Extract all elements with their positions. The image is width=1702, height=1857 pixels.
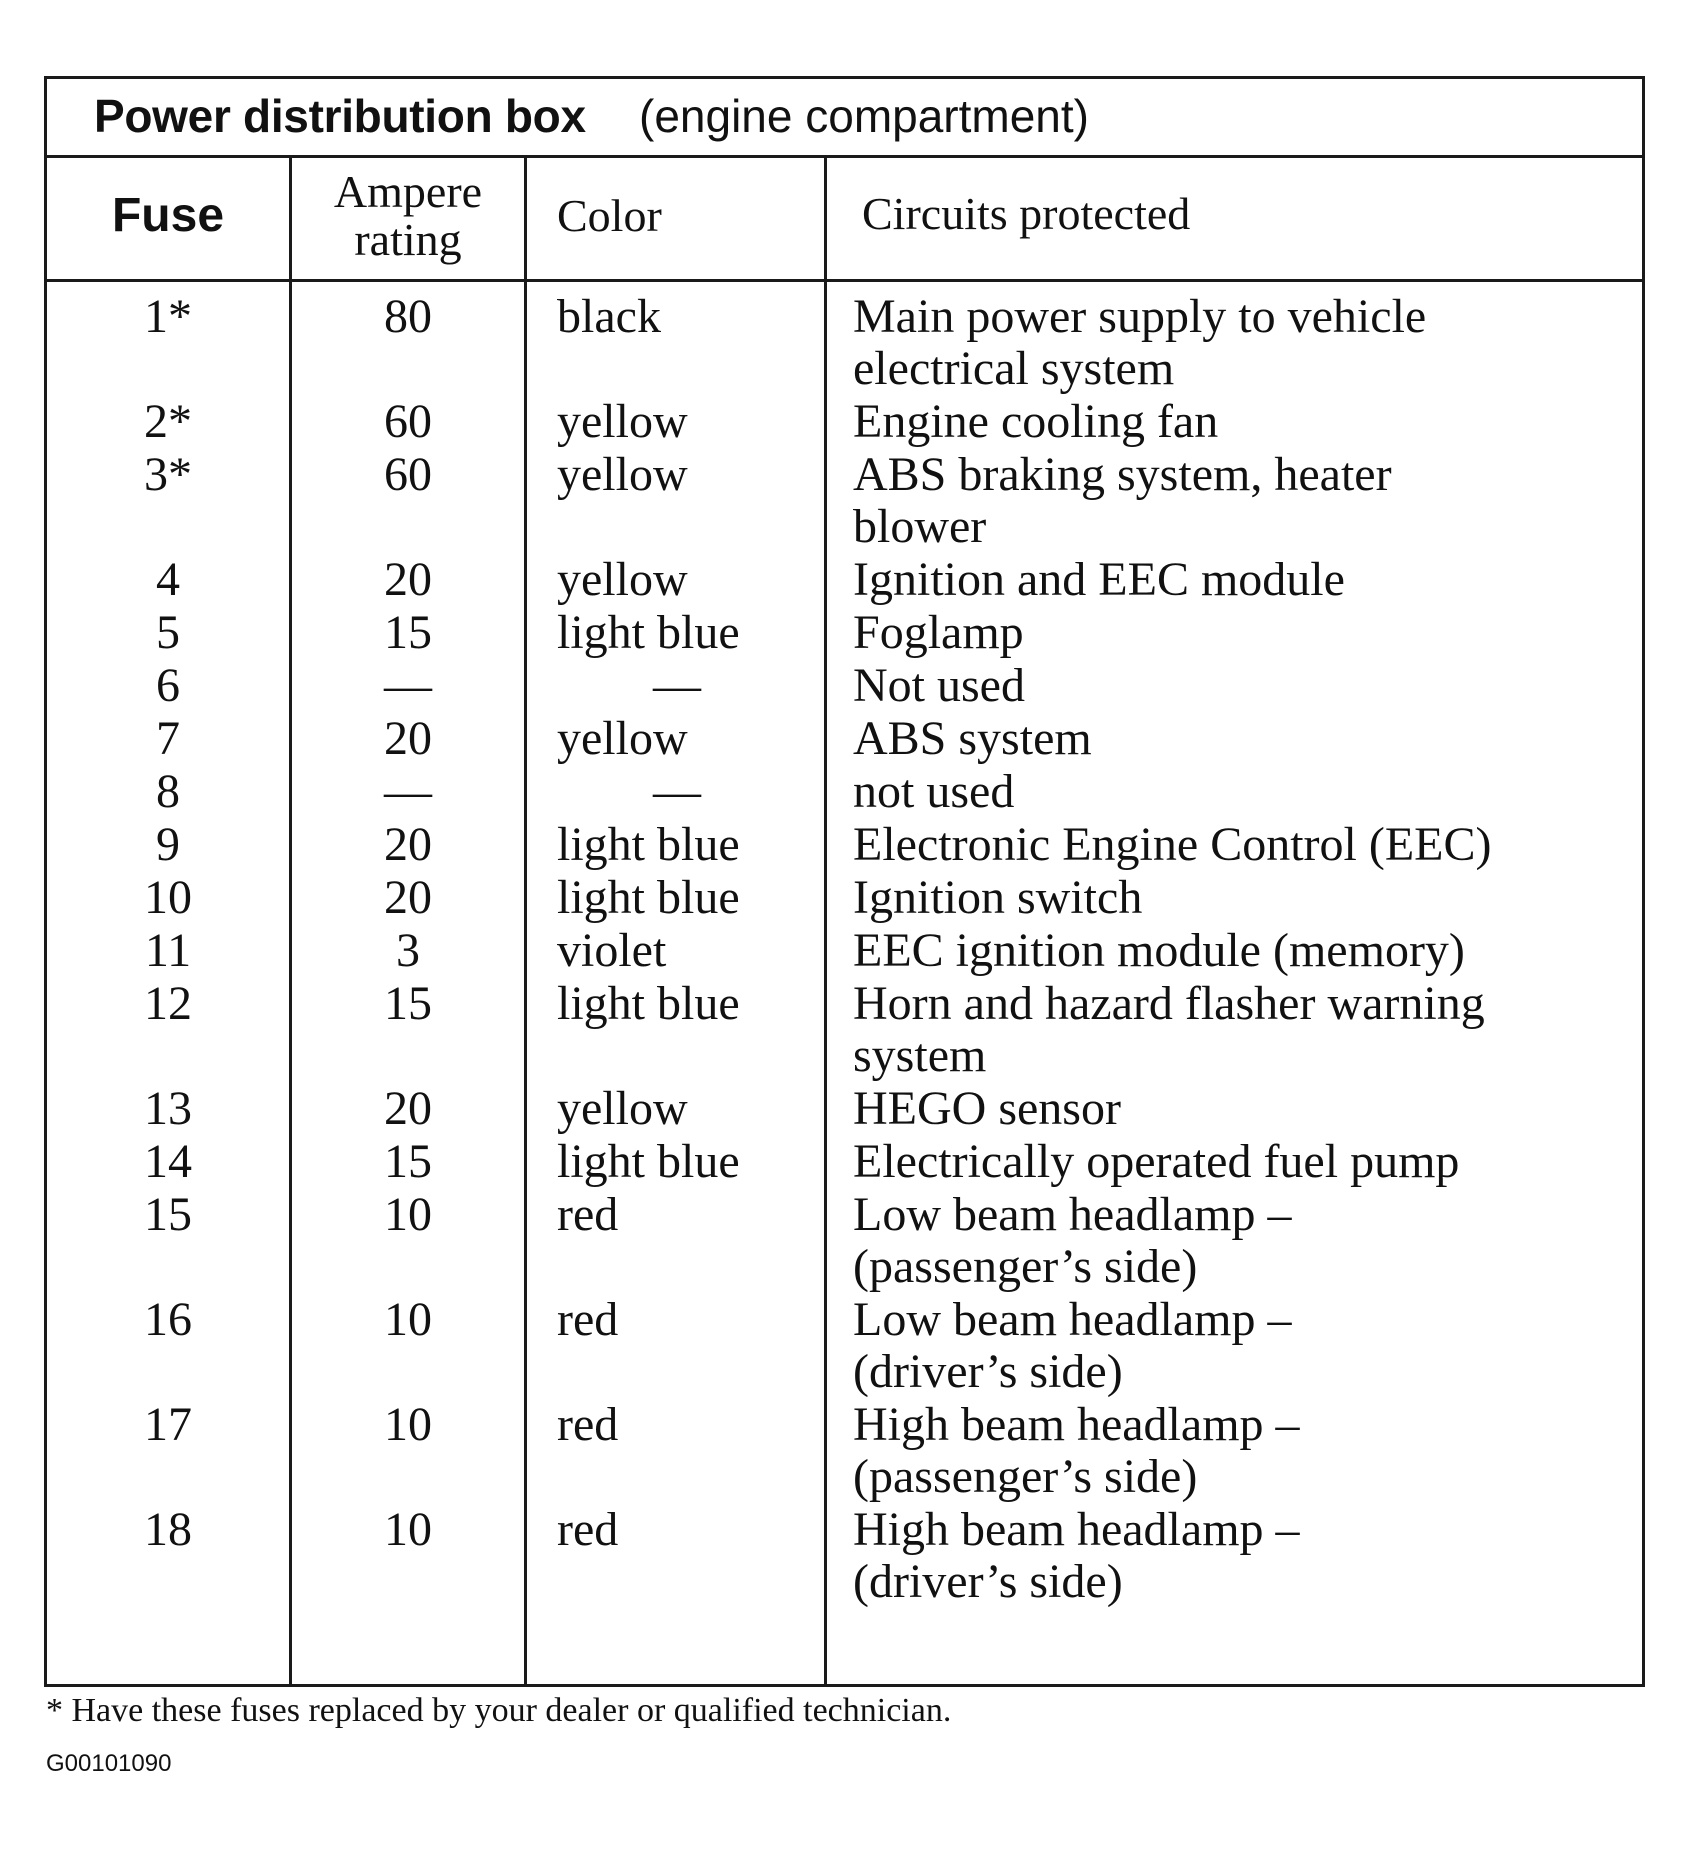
circuit-line: Not used (853, 659, 1025, 712)
fuse-number: 13 (144, 1082, 192, 1135)
circuit-line: Horn and hazard flasher warning (853, 977, 1485, 1030)
fuse-number: 12 (144, 977, 192, 1030)
table-title-bold: Power distribution box (94, 90, 586, 142)
ampere-rating: 20 (384, 1082, 432, 1135)
fuse-color: yellow (557, 712, 688, 765)
fuse-number: 4 (156, 553, 180, 606)
circuits-protected (853, 713, 1643, 765)
fuse-color: violet (557, 924, 667, 977)
fuse-color: light blue (557, 1135, 740, 1188)
fuse-number: 5 (156, 606, 180, 659)
fuse-color: red (557, 1398, 619, 1451)
ampere-rating: 20 (384, 553, 432, 606)
ampere-rating: 10 (384, 1398, 432, 1451)
circuits-protected (853, 1189, 1643, 1293)
circuit-line: (driver’s side) (853, 1555, 1123, 1608)
circuits-protected (853, 607, 1643, 659)
circuit-line: Low beam headlamp – (853, 1293, 1292, 1346)
table-header-row (47, 158, 1642, 282)
fuse-number: 18 (144, 1503, 192, 1556)
circuit-line: system (853, 1029, 987, 1082)
ampere-rating: 15 (384, 1135, 432, 1188)
circuit-line: not used (853, 765, 1015, 818)
circuit-line: EEC ignition module (memory) (853, 924, 1465, 977)
circuits-protected (853, 978, 1643, 1082)
header-fuse: Fuse (111, 189, 225, 242)
circuits-protected (853, 396, 1643, 448)
fuse-number: 7 (156, 712, 180, 765)
fuse-number: 6 (156, 659, 180, 712)
circuit-line: ABS braking system, heater (853, 448, 1392, 501)
circuit-line: Ignition and EEC module (853, 553, 1345, 606)
table-title-bar (47, 79, 1642, 158)
fuse-number: 15 (144, 1188, 192, 1241)
circuit-line: High beam headlamp – (853, 1398, 1300, 1451)
circuit-line: blower (853, 500, 987, 553)
fuse-color: light blue (557, 818, 740, 871)
fuse-number: 17 (144, 1398, 192, 1451)
circuit-line: HEGO sensor (853, 1082, 1121, 1135)
circuit-line: Foglamp (853, 606, 1024, 659)
circuits-protected (853, 819, 1643, 871)
ampere-rating: 3 (396, 924, 420, 977)
circuit-line: Ignition switch (853, 871, 1143, 924)
header-circuits: Circuits protected (862, 188, 1191, 239)
circuits-protected (853, 872, 1643, 924)
fuse-color: light blue (557, 871, 740, 924)
fuse-color: light blue (557, 606, 740, 659)
ampere-rating: 10 (384, 1188, 432, 1241)
header-ampere-line2: rating (354, 214, 462, 265)
circuits-protected (853, 1136, 1643, 1188)
ampere-rating: 20 (384, 871, 432, 924)
circuit-line: Main power supply to vehicle (853, 290, 1427, 343)
table-title-subtitle: (engine compartment) (639, 90, 1089, 142)
fuse-number: 9 (156, 818, 180, 871)
circuits-protected (853, 766, 1643, 818)
fuse-number: 2* (144, 395, 192, 448)
circuits-protected (853, 660, 1643, 712)
fuse-color: black (557, 290, 661, 343)
circuits-protected (853, 291, 1643, 395)
ampere-rating: 15 (384, 977, 432, 1030)
circuits-protected (853, 449, 1643, 553)
circuits-protected (853, 1294, 1643, 1398)
fuse-color: red (557, 1188, 619, 1241)
circuits-protected (853, 1399, 1643, 1503)
circuits-protected (853, 1504, 1643, 1608)
ampere-rating: 80 (384, 290, 432, 343)
fuse-color: red (557, 1293, 619, 1346)
circuit-line: High beam headlamp – (853, 1503, 1300, 1556)
ampere-rating: 60 (384, 395, 432, 448)
circuit-line: ABS system (853, 712, 1092, 765)
ampere-rating: 15 (384, 606, 432, 659)
header-ampere-line1: Ampere (333, 166, 483, 217)
fuse-number: 8 (156, 765, 180, 818)
fuse-number: 16 (144, 1293, 192, 1346)
fuse-color: yellow (557, 553, 688, 606)
ampere-rating: 20 (384, 818, 432, 871)
circuit-line: (passenger’s side) (853, 1450, 1198, 1503)
fuse-color: yellow (557, 395, 688, 448)
column-divider (524, 158, 527, 1684)
figure-code: G00101090 (46, 1750, 172, 1777)
circuits-protected (853, 925, 1643, 977)
fuse-color: yellow (557, 1082, 688, 1135)
fuse-color: — (653, 765, 701, 818)
circuit-line: (passenger’s side) (853, 1240, 1198, 1293)
circuit-line: electrical system (853, 342, 1175, 395)
ampere-rating: 10 (384, 1503, 432, 1556)
fuse-table (44, 76, 1645, 1687)
header-color: Color (557, 190, 662, 241)
circuit-line: Low beam headlamp – (853, 1188, 1292, 1241)
circuit-line: Engine cooling fan (853, 395, 1219, 448)
fuse-color: light blue (557, 977, 740, 1030)
footnote: * Have these fuses replaced by your dealer or qualified technician. (46, 1692, 952, 1729)
circuit-line: (driver’s side) (853, 1345, 1123, 1398)
fuse-number: 11 (144, 924, 192, 977)
ampere-rating: — (384, 659, 432, 712)
fuse-number: 14 (144, 1135, 192, 1188)
ampere-rating: — (384, 765, 432, 818)
fuse-color: — (653, 659, 701, 712)
ampere-rating: 10 (384, 1293, 432, 1346)
ampere-rating: 60 (384, 448, 432, 501)
circuit-line: Electrically operated fuel pump (853, 1135, 1460, 1188)
circuits-protected (853, 1083, 1643, 1135)
fuse-color: yellow (557, 448, 688, 501)
circuits-protected (853, 554, 1643, 606)
fuse-color: red (557, 1503, 619, 1556)
ampere-rating: 20 (384, 712, 432, 765)
fuse-number: 1* (144, 290, 192, 343)
circuit-line: Electronic Engine Control (EEC) (853, 818, 1492, 871)
fuse-number: 10 (144, 871, 192, 924)
fuse-number: 3* (144, 448, 192, 501)
